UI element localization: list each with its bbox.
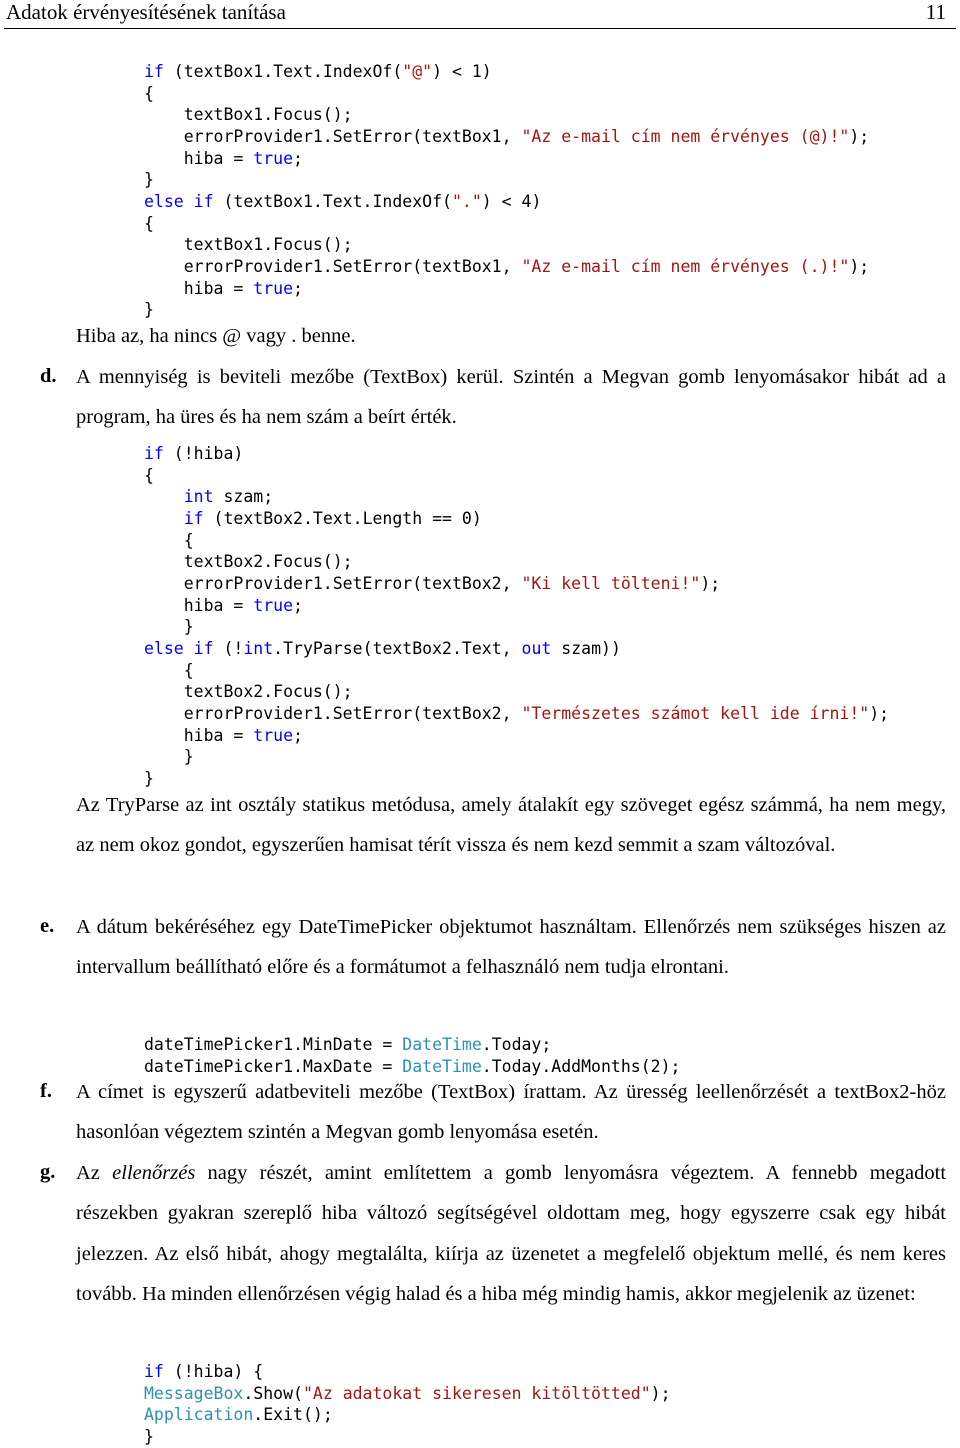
page-header bbox=[0, 0, 960, 30]
code-token: .TryParse(textBox2.Text, bbox=[273, 638, 522, 658]
item-marker-f: f. bbox=[40, 1080, 52, 1102]
header-title: Adatok érvényesítésének tanítása bbox=[6, 0, 286, 24]
code-token: { bbox=[144, 465, 154, 485]
code-line bbox=[144, 639, 621, 658]
code-line bbox=[144, 1405, 333, 1424]
code-token: errorProvider1.SetError(textBox1, bbox=[144, 126, 522, 146]
note-email-error: Hiba az, ha nincs @ vagy . benne. bbox=[76, 325, 356, 347]
code-token: .Show( bbox=[243, 1383, 303, 1403]
code-token: szam)) bbox=[551, 638, 621, 658]
code-token: "Az e-mail cím nem érvényes (@)!" bbox=[521, 126, 850, 146]
code-line bbox=[144, 617, 194, 636]
code-token: } bbox=[144, 1426, 154, 1446]
code-token: errorProvider1.SetError(textBox1, bbox=[144, 256, 522, 276]
code-line bbox=[144, 747, 194, 766]
code-token: if bbox=[144, 1362, 164, 1381]
code-token: "." bbox=[451, 191, 482, 211]
item-g-text-italic: ellenőrzés bbox=[112, 1162, 196, 1184]
item-marker-d: d. bbox=[40, 365, 57, 387]
code-token: ; bbox=[293, 148, 303, 168]
item-f-text-span: A címet is egyszerű adatbeviteli mezőbe (TextBox) írattam. Az üresség leellenőrzését a textBox2-höz hasonlóan végeztem szintén a Megvan gomb lenyomása esetén. bbox=[76, 1081, 946, 1144]
code-token: true bbox=[253, 148, 294, 168]
code-line bbox=[144, 531, 194, 550]
code-token: hiba = bbox=[144, 148, 254, 168]
code-token: (! bbox=[213, 638, 244, 658]
item-e-text: A dátum bekéréséhez egy DateTimePicker objektumot használtam. Ellenőrzés nem szükséges hiszen az intervallum beállítható előre és a formátumot a felhasználó nem tudja elrontani. bbox=[76, 916, 946, 979]
paragraph-tryparse: Az TryParse az int osztály statikus metódusa, amely átalakít egy szöveget egész számmá, ha nem megy, az nem okoz gondot, egyszerűen hamisat térít vissza és nem kezd semmit a szam változóval. bbox=[76, 794, 946, 857]
code-token: "Természetes számot kell ide írni!" bbox=[521, 703, 870, 723]
code-line bbox=[144, 235, 353, 254]
code-token: { bbox=[144, 213, 154, 233]
code-token: ; bbox=[293, 595, 303, 615]
code-token: (textBox1.Text.IndexOf( bbox=[213, 191, 452, 211]
code-token: errorProvider1.SetError(textBox2, bbox=[144, 703, 522, 723]
code-token: } bbox=[144, 747, 194, 767]
code-line bbox=[144, 149, 303, 168]
code-token: } bbox=[144, 300, 154, 320]
code-token: { bbox=[144, 83, 154, 103]
code-token: textBox2.Focus(); bbox=[144, 552, 353, 572]
code-token: DateTime bbox=[402, 1035, 482, 1054]
code-line bbox=[144, 1035, 551, 1054]
code-token: ; bbox=[293, 725, 303, 745]
code-line bbox=[144, 509, 482, 528]
code-line bbox=[144, 105, 353, 124]
code-line bbox=[144, 84, 154, 103]
code-line bbox=[144, 1384, 671, 1403]
code-token: { bbox=[144, 530, 194, 550]
code-token: } bbox=[144, 768, 154, 788]
code-token: } bbox=[144, 617, 194, 637]
code-block-email-check bbox=[144, 61, 869, 321]
code-token: true bbox=[253, 725, 294, 745]
code-line bbox=[144, 300, 154, 319]
code-token: if bbox=[144, 62, 164, 81]
code-line bbox=[144, 127, 869, 146]
code-token: MessageBox bbox=[144, 1383, 244, 1403]
code-token: else if bbox=[144, 638, 214, 658]
code-token: out bbox=[521, 638, 552, 658]
item-d-text: A mennyiség is beviteli mezőbe (TextBox) kerül. Szintén a Megvan gomb lenyomásakor hibát ad a program, ha üres és ha nem szám a beírt érték. bbox=[76, 366, 946, 429]
code-token: ); bbox=[700, 573, 721, 593]
code-token bbox=[144, 487, 184, 506]
code-token: int bbox=[243, 638, 274, 658]
code-token: .Today; bbox=[481, 1035, 552, 1054]
code-token: } bbox=[144, 170, 154, 190]
code-token: "Az adatokat sikeresen kitöltötted" bbox=[302, 1383, 651, 1403]
code-token: textBox2.Focus(); bbox=[144, 682, 353, 702]
code-token: ); bbox=[869, 703, 890, 723]
code-token: ); bbox=[650, 1383, 671, 1403]
code-token: ); bbox=[849, 126, 870, 146]
code-line bbox=[144, 279, 303, 298]
item-marker-e: e. bbox=[40, 915, 55, 937]
code-token: ; bbox=[293, 278, 303, 298]
code-line bbox=[144, 552, 353, 571]
code-line bbox=[144, 466, 154, 485]
code-token: textBox1.Focus(); bbox=[144, 105, 353, 125]
code-token: hiba = bbox=[144, 278, 254, 298]
code-token: else if bbox=[144, 191, 214, 211]
code-token: szam; bbox=[213, 487, 274, 507]
item-marker-g: g. bbox=[40, 1161, 56, 1183]
code-token: .Exit(); bbox=[253, 1405, 333, 1425]
code-token: true bbox=[253, 278, 294, 298]
code-token: "Ki kell tölteni!" bbox=[521, 573, 701, 593]
code-token: "@" bbox=[402, 62, 433, 81]
code-token: dateTimePicker1.MinDate = bbox=[144, 1035, 403, 1054]
code-block-datetimepicker bbox=[144, 1034, 680, 1077]
code-line bbox=[144, 444, 243, 463]
code-token: ); bbox=[849, 256, 870, 276]
header-rule bbox=[4, 28, 956, 29]
code-token: (!hiba) { bbox=[163, 1362, 264, 1381]
code-line bbox=[144, 487, 273, 506]
code-block-success-message bbox=[144, 1361, 671, 1448]
code-token: (textBox2.Text.Length == 0) bbox=[203, 508, 482, 528]
code-line bbox=[144, 726, 303, 745]
code-token: if bbox=[183, 508, 204, 528]
code-token: ) < 1) bbox=[432, 62, 492, 81]
code-token: Application bbox=[144, 1405, 254, 1425]
code-token: errorProvider1.SetError(textBox2, bbox=[144, 573, 522, 593]
code-token: if bbox=[144, 444, 164, 463]
code-token: (!hiba) bbox=[163, 444, 244, 463]
code-line bbox=[144, 682, 353, 701]
code-line bbox=[144, 1362, 263, 1381]
item-g-text bbox=[76, 1153, 946, 1314]
code-token: hiba = bbox=[144, 595, 254, 615]
item-g-text-after: nagy részét, amint említettem a gomb lenyomásra végeztem. A fennebb megadott részekben gyakran szereplő hiba változó segítségével oldottam meg, hogy egyszerre csak egy hibát jelezzen. Az első hibát, ahogy megtalálta, kiírja az üzenetet a megfelelő objektum mellé, és nem keres tovább. Ha minden ellenőrzésen végig halad és a hiba még mindig hamis, akkor megjelenik az üzenet: bbox=[76, 1162, 947, 1305]
code-token: (textBox1.Text.IndexOf( bbox=[163, 62, 403, 81]
code-line bbox=[144, 257, 869, 276]
code-line bbox=[144, 574, 720, 593]
code-line bbox=[144, 62, 492, 81]
code-token: hiba = bbox=[144, 725, 254, 745]
code-token bbox=[144, 509, 184, 528]
code-token: { bbox=[144, 660, 194, 680]
code-token: ) < 4) bbox=[481, 191, 542, 211]
code-line bbox=[144, 661, 194, 680]
code-token: "Az e-mail cím nem érvényes (.)!" bbox=[521, 256, 850, 276]
item-g-text-before: Az bbox=[76, 1162, 113, 1184]
code-token: .Today.AddMonths(2); bbox=[481, 1056, 681, 1076]
code-token: int bbox=[183, 487, 214, 507]
code-token: textBox1.Focus(); bbox=[144, 235, 353, 255]
page-number: 11 bbox=[925, 0, 946, 24]
code-line bbox=[144, 1427, 154, 1446]
code-block-quantity-check bbox=[144, 443, 889, 790]
code-token: DateTime bbox=[402, 1056, 482, 1076]
code-line bbox=[144, 214, 154, 233]
code-line bbox=[144, 704, 889, 723]
item-f-text bbox=[76, 1072, 946, 1153]
code-token: dateTimePicker1.MaxDate = bbox=[144, 1056, 403, 1076]
code-token: true bbox=[253, 595, 294, 615]
code-line bbox=[144, 596, 303, 615]
code-line bbox=[144, 192, 541, 211]
code-line bbox=[144, 170, 154, 189]
